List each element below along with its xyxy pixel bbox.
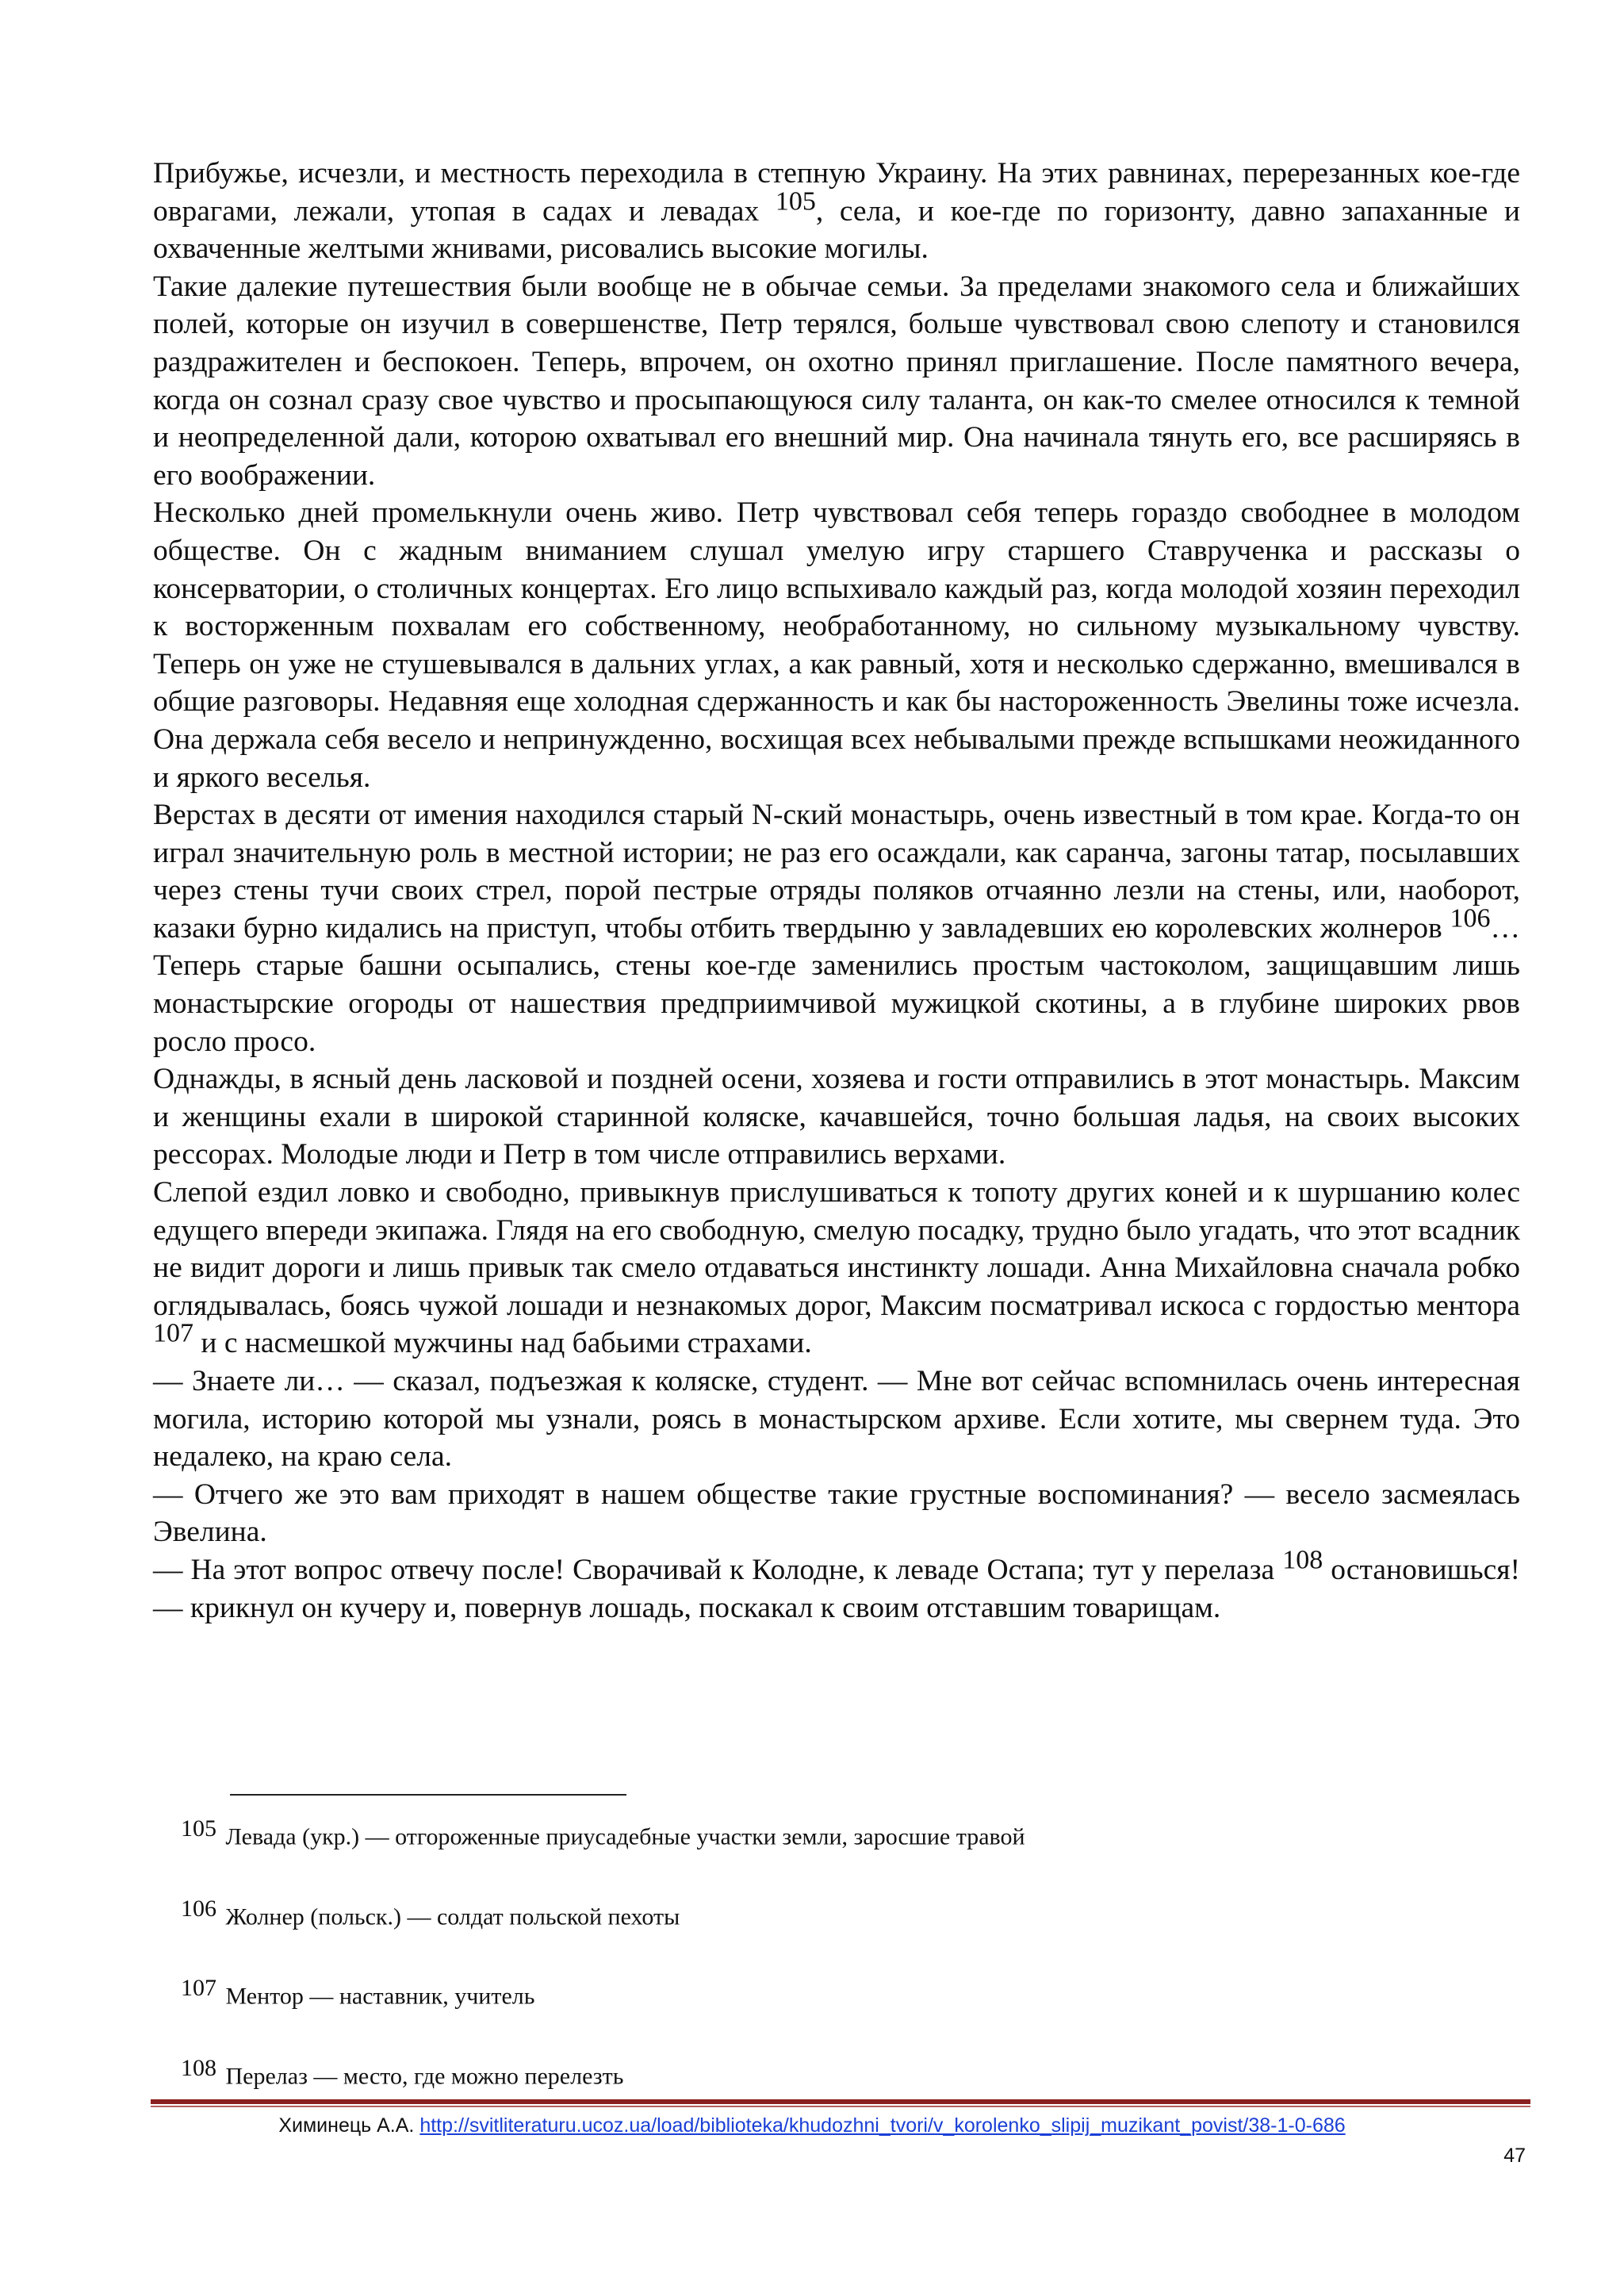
paragraph-text: — Отчего же это вам приходят в нашем обществе такие грустные воспоминания? — весело засмеялась Эвелина. [153,1478,1520,1549]
paragraph [153,494,1520,796]
footnote-text: Ментор — наставник, учитель [220,1983,535,2010]
paragraph [153,1476,1520,1551]
paragraph-text: Верстах в десяти от имения находился старый N-ский монастырь, очень известный в том крае. Когда-то он играл значительную роль в местной истории; не раз его осаждали, как саранча, загоны татар, посылавших через стены тучи своих стрел, порой пестрые отряды поляков отчаянно лезли на стены, или, наоборот, казаки бурно кидались на приступ, чтобы отбить твердыню у завладевших ею королевских жолнеров [153,799,1520,945]
paragraph-text: и с насмешкой мужчины над бабьими страхами. [193,1327,812,1360]
footer-citation [0,2114,1624,2137]
paragraph [153,1363,1520,1476]
footnote-ref: 107 [153,1318,193,1348]
paragraph-text: Однажды, в ясный день ласковой и поздней осени, хозяева и гости отправились в этот монастырь. Максим и женщины ехали в широкой старинной коляске, качавшейся, точно большая ладья, на своих высоких рессорах. Молодые люди и Петр в том числе отправились верхами. [153,1063,1520,1171]
paragraph [153,1060,1520,1174]
footnotes [181,1813,1521,2132]
paragraph-text: , села, и кое-где по горизонту, давно запаханные и охваченные желтыми жнивами, рисовались высокие могилы. [153,194,1520,266]
footnote-number: 107 [181,1975,216,2001]
footnote-ref: 105 [775,186,816,216]
footnote-item [181,2053,1521,2093]
footnote-text: Жолнер (польск.) — солдат польской пехоты [220,1903,680,1930]
paragraph-text: … Теперь старые башни осыпались, стены кое-где заменились простым частоколом, защищавшим лишь монастырские огороды от нашествия предприимчивой мужицкой скотины, а в глубине широких рвов росло просо. [153,911,1520,1058]
footnote-text: Перелаз — место, где можно перелезть [220,2063,624,2089]
paragraph-text: Несколько дней промелькнули очень живо. Петр чувствовал себя теперь гораздо свободнее в молодом обществе. Он с жадным вниманием слушал умелую игру старшего Ставрученка и рассказы о консерватории, о столичных концертах. Его лицо вспыхивало каждый раз, когда молодой хозяин переходил к восторженным похвалам его собственному, необработанному, но сильному музыкальному чувству. Теперь он уже не стушевывался в дальних углах, а как равный, хотя и несколько сдержанно, вмешивался в общие разговоры. Недавняя еще холодная сдержанность и как бы настороженность Эвелины тоже исчезла. Она держала себя весело и непринужденно, восхищая всех небывалыми прежде вспышками неожиданного и яркого веселья. [153,496,1520,794]
footnote-number: 105 [181,1815,216,1842]
footnote-item [181,1893,1521,1934]
paragraph [153,1174,1520,1363]
paragraph [153,1545,1520,1627]
paragraph-text: Такие далекие путешествия были вообще не в обычае семьи. За пределами знакомого села и ближайших полей, которые он изучил в совершенстве, Петр терялся, больше чувствовал свою слепоту и становился раздражителен и беспокоен. Теперь, впрочем, он охотно принял приглашение. После памятного вечера, когда он сознал сразу свое чувство и просыпающуюся силу таланта, он как-то смелее относился к темной и неопределенной дали, которою охватывал его внешний мир. Она начинала тянуть его, все расширяясь в его воображении. [153,270,1520,492]
paragraph-text: — Знаете ли… — сказал, подъезжая к коляске, студент. — Мне вот сейчас вспомнилась очень интересная могила, историю которой мы узнали, роясь в монастырском архиве. Если хотите, мы свернем туда. Это недалеко, на краю села. [153,1365,1520,1474]
paragraph-text: остановишься! — крикнул он кучеру и, повернув лошадь, поскакал к своим отставшим товарищам. [153,1553,1520,1624]
footnote-item [181,1972,1521,2013]
footnote-ref: 108 [1282,1545,1323,1575]
paragraph-text: Прибужье, исчезли, и местность переходила в степную Украину. На этих равнинах, перерезанных кое-где оврагами, лежали, утопая в садах и левадах [153,157,1520,228]
source-link[interactable]: http://svitliteraturu.ucoz.ua/load/biblioteka/khudozhni_tvori/v_korolenko_slipij_muzikant_povist/38-1-0-686 [419,2114,1346,2137]
footnote-item [181,1813,1521,1853]
paragraph [153,268,1520,495]
footnote-text: Левада (укр.) — отгороженные приусадебные участки земли, заросшие травой [220,1823,1025,1850]
main-text [153,155,1520,1627]
paragraph [153,796,1520,1060]
footnote-separator [230,1794,626,1796]
paragraph-text: — На этот вопрос отвечу после! Сворачивай к Колодне, к леваде Остапа; тут у перелаза [153,1553,1283,1586]
footer-bar-thin [151,2106,1530,2107]
footnote-number: 108 [181,2054,216,2081]
paragraph [153,155,1520,268]
footnote-number: 106 [181,1895,216,1922]
paragraph-text: Слепой ездил ловко и свободно, привыкнув прислушиваться к топоту других коней и к шуршанию колес едущего впереди экипажа. Глядя на его свободную, смелую посадку, трудно было угадать, что этот всадник не видит дороги и лишь привык так смело отдаваться инстинкту лошади. Анна Михайловна сначала робко оглядывалась, боясь чужой лошади и незнакомых дорог, Максим посматривал искоса с гордостью ментора [153,1176,1520,1322]
footer-author: Химинець А.А. [278,2114,420,2137]
footnote-ref: 106 [1450,903,1491,933]
footer-bar [151,2099,1530,2104]
page-number: 47 [1503,2145,1526,2167]
